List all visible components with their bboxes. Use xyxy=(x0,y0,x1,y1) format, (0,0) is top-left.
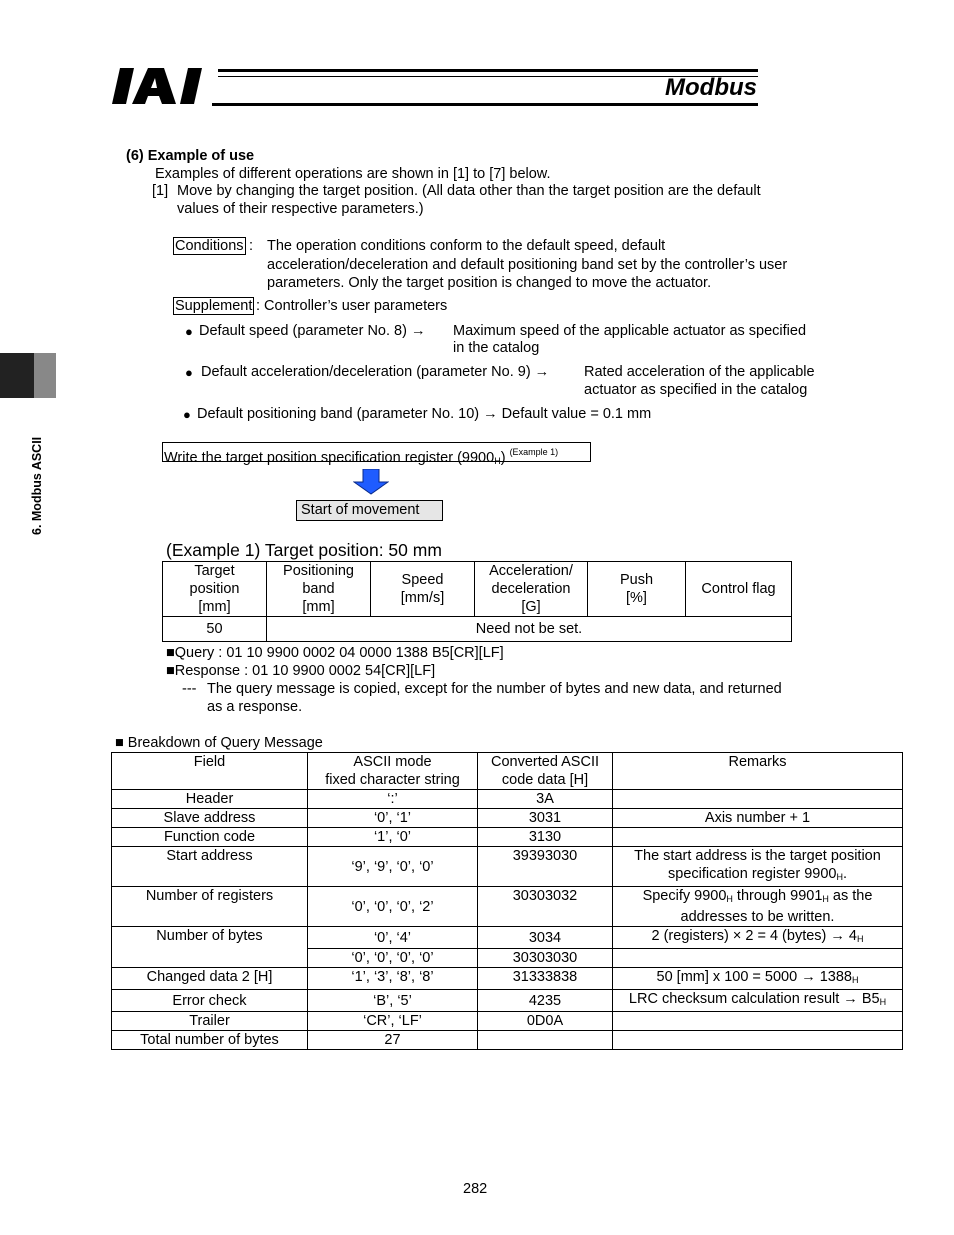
bd-conv: 3A xyxy=(478,790,613,809)
bd-remarks-sub: H xyxy=(851,975,859,985)
bd-conv: 39393030 xyxy=(478,847,613,887)
bd-ascii: ‘9’, ‘9’, ‘0’, ‘0’ xyxy=(308,847,478,887)
ex1-h-speed xyxy=(371,562,475,617)
ex1-h-target xyxy=(163,562,267,617)
ex1-h-flag xyxy=(686,562,792,617)
bullet-1: ● xyxy=(185,324,193,339)
bd-h-ascii-l2: fixed character string xyxy=(325,772,460,788)
flow-arrow-down-icon xyxy=(353,469,389,495)
example1-value-row xyxy=(163,617,792,642)
bullet2-right1: Rated acceleration of the applicable xyxy=(584,364,815,380)
conditions-line3: parameters. Only the target position is changed to move the actuator. xyxy=(267,275,712,291)
bd-remarks xyxy=(613,949,903,968)
ex1-h-target-l2: position xyxy=(189,581,240,597)
conditions-colon: : xyxy=(249,238,254,254)
query-line: ■Query : 01 10 9900 0002 04 0000 1388 B5[CR][LF] xyxy=(166,645,504,661)
bd-h-ascii xyxy=(308,753,478,790)
bd-field: Number of registers xyxy=(112,887,308,927)
bd-h-conv xyxy=(478,753,613,790)
bd-conv: 3130 xyxy=(478,828,613,847)
header-rule-bottom xyxy=(212,103,758,106)
side-tab-grey xyxy=(34,353,56,398)
ex1-h-push-l1: Push xyxy=(619,572,654,588)
ex1-h-accel-l3: [G] xyxy=(521,599,541,615)
bd-remarks-sub1: H xyxy=(726,894,733,904)
table-row xyxy=(112,847,903,887)
bd-ascii: ‘1’, ‘3’, ‘8’, ‘8’ xyxy=(308,968,478,990)
bd-remarks xyxy=(613,1031,903,1050)
bd-h-conv-l2: code data [H] xyxy=(501,772,589,788)
bullet3-text: Default positioning band (parameter No. 10) → Default value = 0.1 mm xyxy=(197,406,652,422)
item1-line1: Move by changing the target position. (All data other than the target position are the default xyxy=(177,183,761,199)
bd-remarks-a: Specify 9900 xyxy=(642,888,727,904)
bd-remarks-end: . xyxy=(842,866,847,882)
iai-logo xyxy=(112,66,212,106)
bd-conv: 31333838 xyxy=(478,968,613,990)
bd-field: Function code xyxy=(112,828,308,847)
bd-conv: 3034 xyxy=(478,927,613,949)
supplement-label: Supplement xyxy=(175,298,253,314)
bd-remarks xyxy=(613,927,903,949)
flow-box-write-text: Write the target position specification register (9900 xyxy=(164,450,495,466)
bd-ascii: 27 xyxy=(308,1031,478,1050)
header-rule-top xyxy=(218,69,758,72)
ex1-h-accel-l2: deceleration xyxy=(491,581,571,597)
flow-box-start-text: Start of movement xyxy=(301,502,420,518)
ex1-h-band-l1: Positioning xyxy=(283,563,354,579)
bd-remarks-text: 50 [mm] x 100 = 5000 → 1388 xyxy=(656,969,852,985)
bd-remarks xyxy=(613,968,903,990)
bd-ascii: ‘CR’, ‘LF’ xyxy=(308,1012,478,1031)
bd-conv xyxy=(478,1031,613,1050)
table-row xyxy=(112,809,903,828)
bd-conv: 30303032 xyxy=(478,887,613,927)
ex1-h-speed-l2: [mm/s] xyxy=(400,590,445,606)
bd-ascii: ‘0’, ‘1’ xyxy=(308,809,478,828)
bd-h-ascii-l1: ASCII mode xyxy=(353,754,432,770)
flow-box-write-ref: (Example 1) xyxy=(509,447,559,457)
ex1-h-accel xyxy=(475,562,588,617)
bd-remarks-sub: H xyxy=(879,997,887,1007)
bd-remarks-c: as the xyxy=(828,888,873,904)
bd-remarks-sub: H xyxy=(857,934,864,944)
bullet2-right2: actuator as specified in the catalog xyxy=(584,382,808,398)
example1-title: (Example 1) Target position: 50 mm xyxy=(166,540,442,560)
bullet1-right1: Maximum speed of the applicable actuator as specified xyxy=(453,323,807,339)
bd-field: Slave address xyxy=(112,809,308,828)
ex1-rest: Need not be set. xyxy=(267,617,792,642)
bd-ascii: ‘0’, ‘4’ xyxy=(308,927,478,949)
bd-remarks-b: through 9901 xyxy=(732,888,823,904)
bd-h-remarks: Remarks xyxy=(613,753,903,790)
flow-box-start xyxy=(296,500,443,521)
bullet1-right2: in the catalog xyxy=(453,340,540,356)
ex1-h-band-l2: band xyxy=(302,581,335,597)
note-line1: The query message is copied, except for the number of bytes and new data, and returned xyxy=(207,681,782,697)
bd-ascii: ‘0’, ‘0’, ‘0’, ‘2’ xyxy=(308,887,478,927)
table-row xyxy=(112,968,903,990)
bd-conv: 0D0A xyxy=(478,1012,613,1031)
bd-field: Header xyxy=(112,790,308,809)
bd-remarks-l1: The start address is the target position xyxy=(634,848,881,864)
header-title: Modbus xyxy=(665,74,757,101)
bullet1-left: Default speed (parameter No. 8) → xyxy=(199,323,426,339)
bd-conv: 4235 xyxy=(478,990,613,1012)
ex1-h-speed-l1: Speed xyxy=(401,572,444,588)
breakdown-title: ■ Breakdown of Query Message xyxy=(115,735,323,751)
bd-field: Changed data 2 [H] xyxy=(112,968,308,990)
bd-field: Trailer xyxy=(112,1012,308,1031)
flow-box-write-sub: H xyxy=(494,456,501,466)
item1-number: [1] xyxy=(152,183,169,199)
bd-remarks xyxy=(613,887,903,927)
bd-remarks xyxy=(613,990,903,1012)
table-row xyxy=(112,790,903,809)
page-number: 282 xyxy=(463,1181,488,1197)
table-row xyxy=(112,1012,903,1031)
note-line2: as a response. xyxy=(207,699,303,715)
flow-box-write xyxy=(162,442,591,466)
bd-field: Error check xyxy=(112,990,308,1012)
bd-field: Number of bytes xyxy=(112,927,308,968)
supplement-text: : Controller’s user parameters xyxy=(256,298,448,314)
bullet-3: ● xyxy=(183,407,191,422)
bd-ascii: ‘0’, ‘0’, ‘0’, ‘0’ xyxy=(308,949,478,968)
conditions-line1: The operation conditions conform to the default speed, default xyxy=(267,238,666,254)
bd-conv: 3031 xyxy=(478,809,613,828)
note-dash: --- xyxy=(182,681,197,697)
breakdown-table xyxy=(111,752,903,1050)
bd-remarks-sub: H xyxy=(836,872,843,882)
side-tab-dark xyxy=(0,353,34,398)
ex1-h-target-l1: Target xyxy=(194,563,235,579)
bd-remarks-l2: addresses to be written. xyxy=(680,909,835,925)
section-heading: (6) Example of use xyxy=(126,148,255,164)
ex1-h-push xyxy=(588,562,686,617)
bd-ascii: ‘B’, ‘5’ xyxy=(308,990,478,1012)
bd-remarks xyxy=(613,1012,903,1031)
table-row xyxy=(112,1031,903,1050)
bd-remarks xyxy=(613,847,903,887)
bd-h-conv-l1: Converted ASCII xyxy=(491,754,599,770)
ex1-h-push-l2: [%] xyxy=(626,590,647,606)
bd-header-row xyxy=(112,753,903,790)
bd-remarks-l2-text: specification register 9900 xyxy=(668,866,837,882)
flow-box-write-close: ) xyxy=(500,450,506,466)
bd-remarks-sub2: H xyxy=(822,894,829,904)
table-row xyxy=(112,927,903,949)
table-row xyxy=(112,828,903,847)
bd-remarks xyxy=(613,790,903,809)
ex1-value: 50 xyxy=(163,617,267,642)
section-intro: Examples of different operations are shown in [1] to [7] below. xyxy=(155,166,551,182)
bd-remarks xyxy=(613,828,903,847)
example1-header-row xyxy=(163,562,792,617)
bd-conv: 30303030 xyxy=(478,949,613,968)
table-row xyxy=(112,887,903,927)
bd-ascii: ‘1’, ‘0’ xyxy=(308,828,478,847)
table-row xyxy=(112,990,903,1012)
bd-remarks-text: LRC checksum calculation result → B5 xyxy=(628,991,880,1007)
bd-h-field: Field xyxy=(112,753,308,790)
ex1-h-target-l3: [mm] xyxy=(198,599,231,615)
bd-remarks-text: 2 (registers) × 2 = 4 (bytes) → 4 xyxy=(651,928,857,944)
conditions-label: Conditions xyxy=(175,238,244,254)
item1-line2: values of their respective parameters.) xyxy=(177,201,424,217)
ex1-h-band-l3: [mm] xyxy=(302,599,335,615)
side-tab-label: 6. Modbus ASCII xyxy=(30,436,44,535)
bd-remarks-l2 xyxy=(616,865,899,886)
bd-ascii: ‘:’ xyxy=(308,790,478,809)
bd-remarks-l1 xyxy=(616,887,899,908)
ex1-h-band xyxy=(267,562,371,617)
bullet-2: ● xyxy=(185,365,193,380)
example1-table xyxy=(162,561,792,642)
bd-remarks: Axis number + 1 xyxy=(613,809,903,828)
bd-field: Total number of bytes xyxy=(112,1031,308,1050)
conditions-line2: acceleration/deceleration and default positioning band set by the controller’s user xyxy=(267,257,788,273)
ex1-h-flag-l1: Control flag xyxy=(701,581,776,597)
bullet2-left: Default acceleration/deceleration (parameter No. 9) → xyxy=(201,364,550,380)
bd-field: Start address xyxy=(112,847,308,887)
response-line: ■Response : 01 10 9900 0002 54[CR][LF] xyxy=(166,663,436,679)
ex1-h-accel-l1: Acceleration/ xyxy=(489,563,573,579)
